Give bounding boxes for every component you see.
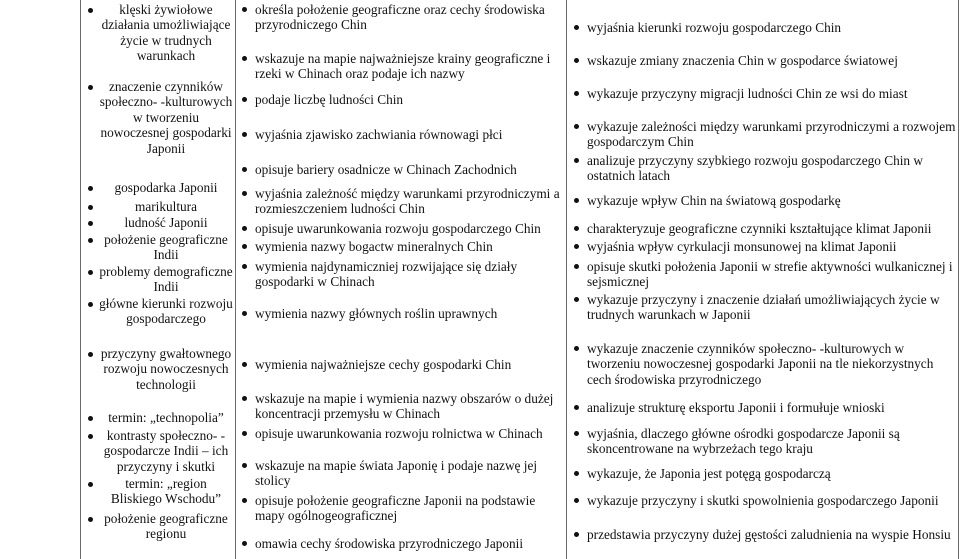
list-item: przedstawia przyczyny dużej gęstości zaludnienia na wyspie Honsiu — [570, 527, 956, 542]
list-item: wymienia nazwy bogactw mineralnych Chin — [238, 239, 564, 254]
list-item: wykazuje przyczyny i znaczenie działań umożliwiających życie w trudnych warunkach w Japonii — [570, 292, 956, 323]
basic-requirements-column — [238, 0, 564, 559]
list-item: opisuje położenie geograficzne Japonii na podstawie mapy ogólnogeograficznej — [238, 493, 564, 524]
list-item: wyjaśnia wpływ cyrkulacji monsunowej na klimat Japonii — [570, 239, 956, 254]
list-item: charakteryzuje geograficzne czynniki kształtujące klimat Japonii — [570, 221, 956, 236]
list-item: przyczyny gwałtownego rozwoju nowoczesnych technologii — [83, 346, 233, 392]
list-item: znaczenie czynników społeczno- -kulturowych w tworzeniu nowoczesnej gospodarki Japonii — [83, 79, 233, 156]
list-item: wymienia najważniejsze cechy gospodarki Chin — [238, 357, 564, 372]
list-item: termin: „technopolia” — [83, 410, 233, 425]
list-item: położenie geograficzne Indii — [83, 232, 233, 263]
list-item: wyjaśnia zależność między warunkami przyrodniczymi a rozmieszczeniem ludności Chin — [238, 186, 564, 217]
list-item: omawia cechy środowiska przyrodniczego Japonii — [238, 536, 564, 551]
list-item: wykazuje wpływ Chin na światową gospodarkę — [570, 193, 956, 208]
list-item: analizuje przyczyny szybkiego rozwoju gospodarczego Chin w ostatnich latach — [570, 153, 956, 184]
list-item: wykazuje, że Japonia jest potęgą gospodarczą — [570, 466, 956, 481]
list-item: marikultura — [83, 199, 233, 214]
list-item: opisuje uwarunkowania rozwoju rolnictwa w Chinach — [238, 426, 564, 441]
list-item: położenie geograficzne regionu — [83, 511, 233, 542]
column-divider — [235, 0, 236, 559]
list-item: problemy demograficzne Indii — [83, 264, 233, 295]
list-item: analizuje strukturę eksportu Japonii i formułuje wnioski — [570, 400, 956, 415]
list-item: wykazuje przyczyny migracji ludności Chin ze wsi do miast — [570, 86, 956, 101]
list-item: wykazuje zależności między warunkami przyrodniczymi a rozwojem gospodarczym Chin — [570, 119, 956, 150]
list-item: wyjaśnia kierunki rozwoju gospodarczego Chin — [570, 20, 956, 35]
list-item: podaje liczbę ludności Chin — [238, 92, 564, 107]
list-item: określa położenie geograficzne oraz cechy środowiska przyrodniczego Chin — [238, 2, 564, 33]
list-item: wskazuje na mapie świata Japonię i podaje nazwę jej stolicy — [238, 458, 564, 489]
list-item: opisuje uwarunkowania rozwoju gospodarczego Chin — [238, 221, 564, 236]
column-divider — [566, 0, 567, 559]
list-item: wskazuje zmiany znaczenia Chin w gospodarce światowej — [570, 53, 956, 68]
list-item: główne kierunki rozwoju gospodarczego — [83, 296, 233, 327]
list-item: wskazuje na mapie i wymienia nazwy obszarów o dużej koncentracji przemysłu w Chinach — [238, 391, 564, 422]
extended-requirements-column — [570, 0, 956, 559]
list-item: kontrasty społeczno- -gospodarcze Indii – ich przyczyny i skutki — [83, 428, 233, 474]
list-item: wskazuje na mapie najważniejsze krainy geograficzne i rzeki w Chinach oraz podaje ich nazwy — [238, 51, 564, 82]
list-item: wykazuje znaczenie czynników społeczno- -kulturowych w tworzeniu nowoczesnej gospodarki Japonii na tle niekorzystnych cech środowiska przyrodniczego — [570, 341, 956, 387]
list-item: wyjaśnia, dlaczego główne ośrodki gospodarcze Japonii są skoncentrowane na wybrzeżach tego kraju — [570, 426, 956, 457]
list-item: ludność Japonii — [83, 215, 233, 230]
list-item: klęski żywiołowe działania umożliwiające życie w trudnych warunkach — [83, 2, 233, 64]
list-item: wykazuje przyczyny i skutki spowolnienia gospodarczego Japonii — [570, 493, 956, 508]
list-item: termin: „region Bliskiego Wschodu” — [83, 476, 233, 507]
list-item: wymienia najdynamiczniej rozwijające się działy gospodarki w Chinach — [238, 259, 564, 290]
list-item: opisuje bariery osadnicze w Chinach Zachodnich — [238, 162, 564, 177]
list-item: wymienia nazwy głównych roślin uprawnych — [238, 306, 564, 321]
list-item: wyjaśnia zjawisko zachwiania równowagi płci — [238, 127, 564, 142]
list-item: gospodarka Japonii — [83, 180, 233, 195]
list-item: opisuje skutki położenia Japonii w strefie aktywności wulkanicznej i sejsmicznej — [570, 259, 956, 290]
